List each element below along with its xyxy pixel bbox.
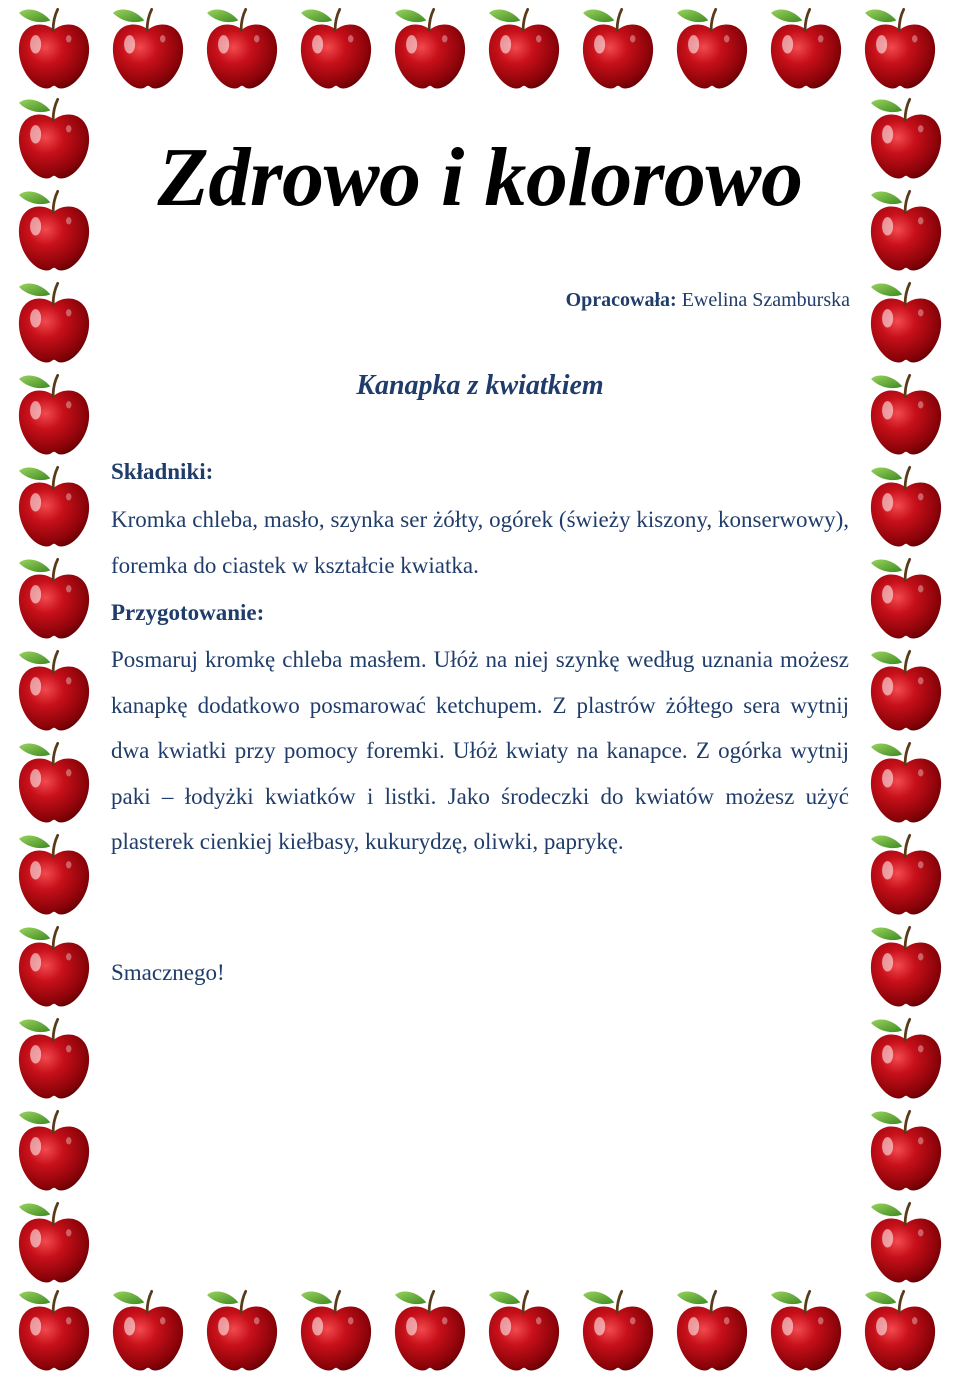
- ingredients-text: Kromka chleba, masło, szynka ser żółty, ogórek (świeży kiszony, konserwowy), foremka do ciastek w kształcie kwiatka.: [111, 507, 849, 578]
- closing-text: Smacznego!: [111, 960, 225, 985]
- recipe-title: Kanapka z kwiatkiem: [356, 370, 604, 401]
- author-label: Opracowała:: [565, 289, 677, 311]
- ingredients-heading: Składniki:: [111, 459, 214, 484]
- author-line: [566, 286, 850, 314]
- preparation-text: Posmaruj kromkę chleba masłem. Ułóż na niej szynkę według uznania możesz kanapkę dodatkowo posmarować ketchupem. Z plastrów żółtego sera wytnij dwa kwiatki przy pomocy foremki. Ułóż kwiaty na kanapce. Z ogórka wytnij paki – łodyżki kwiatków i listki. Jako środeczki do kwiatów możesz użyć plasterek cienkiej kiełbasy, kukurydzę, oliwki, paprykę.: [111, 647, 849, 855]
- page-title: Zdrowo i kolorowo: [157, 131, 803, 224]
- author-name: Ewelina Szamburska: [681, 289, 850, 311]
- preparation-heading: Przygotowanie:: [111, 600, 265, 625]
